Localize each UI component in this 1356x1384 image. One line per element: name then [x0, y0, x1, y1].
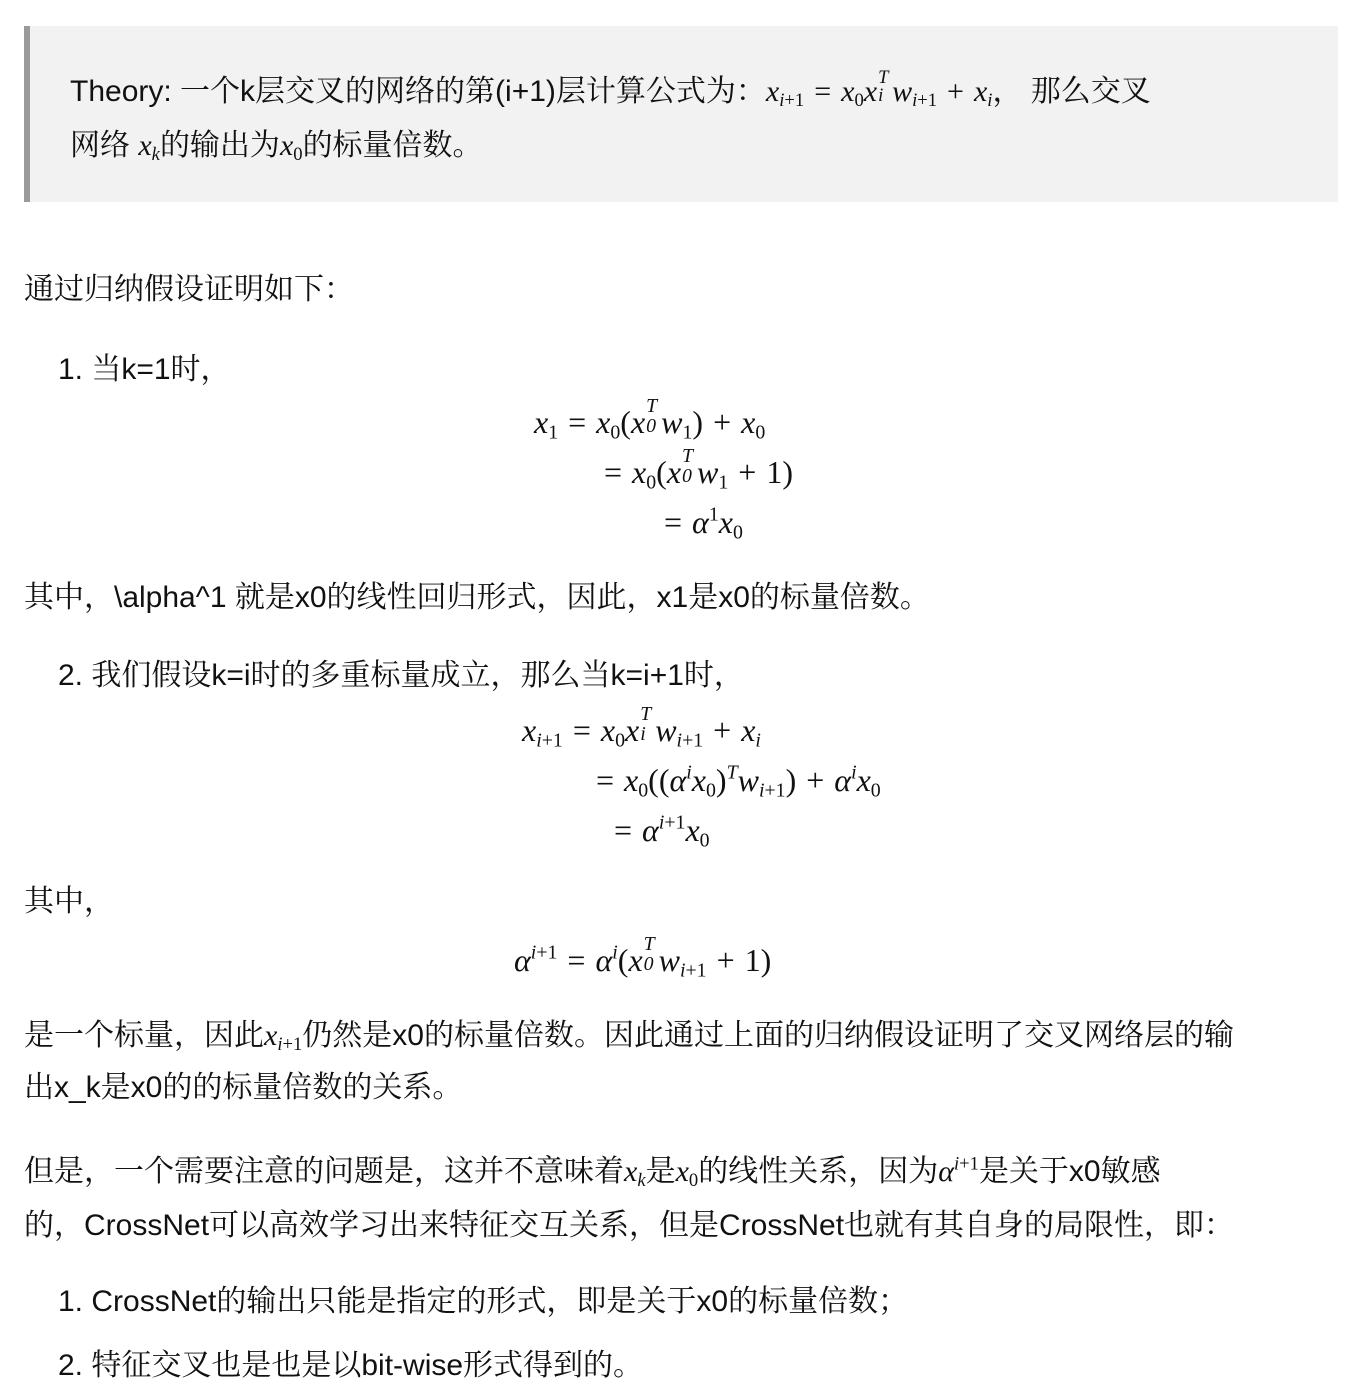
where-label: 其中，	[24, 885, 114, 918]
limitation-item: 1. CrossNet的输出只能是指定的形式，即是关于x0的标量倍数；	[58, 1285, 909, 1318]
step1-equation-2: = $x_0(x$ T 0 $w_1 + 1$)	[604, 445, 793, 494]
math-xk: $x_k$	[138, 129, 160, 166]
theory-line-2	[70, 120, 483, 164]
math-x0: $x_0$	[675, 1155, 699, 1192]
limitation-item: 2. 特征交叉也是也是以bit-wise形式得到的。	[58, 1349, 644, 1382]
step2-equation-3: = $\alpha^{i+1}x_0$	[614, 811, 710, 852]
caveat-line-1	[24, 1146, 1161, 1190]
intro-text: 通过归纳假设证明如下：	[24, 273, 354, 306]
step2-equation-2: = $x_0((\alpha^ix_0)^Tw_{i+1}) + \alpha^ix_0$	[596, 761, 881, 802]
math-xk: $x_k$	[624, 1155, 646, 1192]
text: 是关于x0敏感	[978, 1155, 1161, 1188]
text: 是	[645, 1155, 676, 1188]
theory-text: Theory: 一个k层交叉的网络的第(i+1)层计算公式为：	[70, 75, 766, 108]
text: 网络	[70, 129, 139, 162]
math-x0: $x_0$	[279, 129, 303, 166]
math-xi1: $x_{i+1}$	[264, 1019, 303, 1056]
theory-formula: $x_{i+1} = x_0x$ T i $w_{i+1} + x_i$	[765, 66, 993, 112]
step-2-label: 2. 我们假设k=i时的多重标量成立，那么当k=i+1时，	[58, 659, 744, 692]
theory-text-suffix: ， 那么交叉	[992, 75, 1151, 108]
text: 的线性关系，因为	[698, 1155, 939, 1188]
alpha-equation: $\alpha^{i+1} = \alpha^i(x$ T 0 $w_{i+1} + 1$)	[514, 933, 772, 982]
conclusion-line-1	[24, 1010, 1234, 1054]
step2-equation-1: $x_{i+1} = x_0x$ T i $w_{i+1} + x_i$	[522, 703, 761, 752]
text: 的输出为	[159, 129, 280, 162]
step1-note: 其中，\alpha^1 就是x0的线性回归形式，因此，x1是x0的标量倍数。	[24, 581, 930, 614]
step1-equation-3: = $\alpha^1x_0$	[664, 503, 743, 544]
text: 是一个标量，因此	[24, 1019, 264, 1052]
conclusion-line-2: 出x_k是x0的的标量倍数的关系。	[24, 1071, 463, 1104]
step-1-label: 1. 当k=1时，	[58, 353, 231, 386]
text: 的标量倍数。	[302, 129, 483, 162]
math-alpha: $\alpha^{i+1}$	[938, 1153, 979, 1188]
step1-equation-1: $x_1 = x_0(x$ T 0 $w_1) + x_0$	[534, 395, 766, 444]
theory-blockquote	[24, 26, 1338, 202]
theory-line-1	[70, 66, 1151, 110]
caveat-line-2: 的，CrossNet可以高效学习出来特征交互关系，但是CrossNet也就有其自身的局限性，即：	[24, 1209, 1235, 1242]
text: 仍然是x0的标量倍数。因此通过上面的归纳假设证明了交叉网络层的输	[302, 1019, 1234, 1052]
text: 但是，一个需要注意的问题是，这并不意味着	[24, 1155, 624, 1188]
